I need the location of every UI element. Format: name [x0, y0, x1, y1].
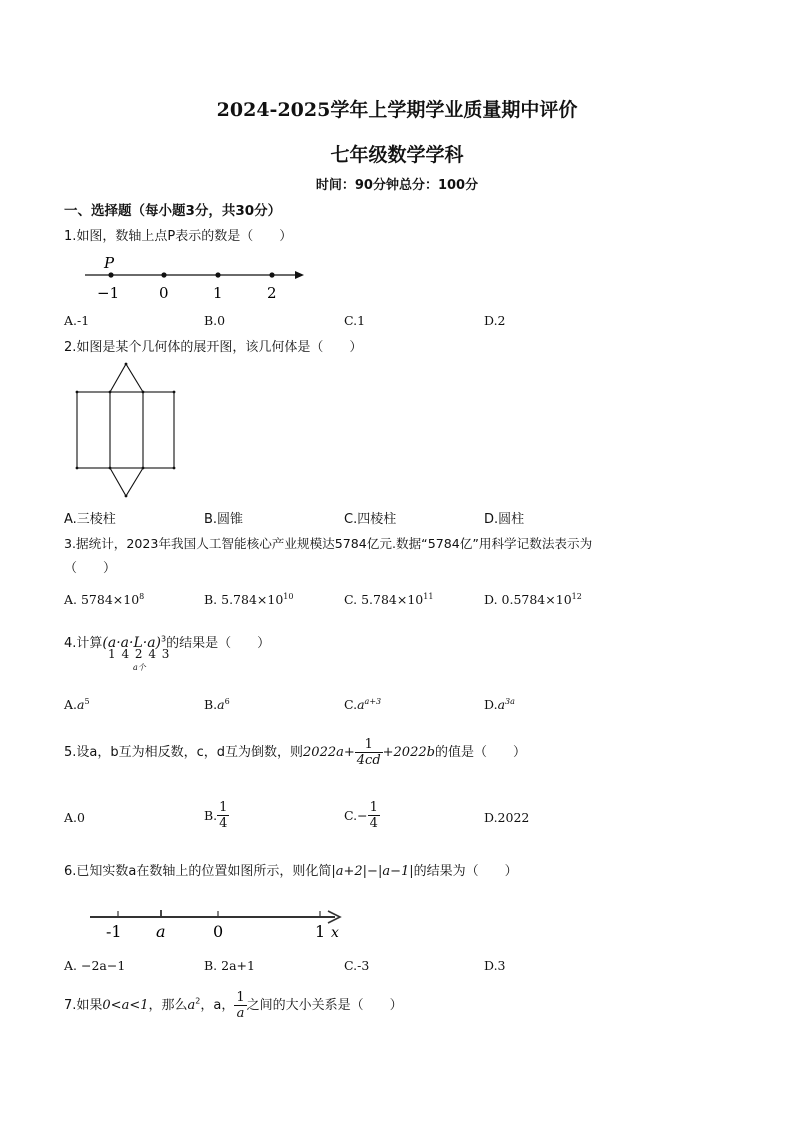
option-label: D. 0.5784×10 — [484, 592, 572, 608]
tick-label: 2 — [267, 284, 277, 302]
q3-option-a — [64, 592, 144, 607]
question-1-text: 1.如图，数轴上点P表示的数是（ ） — [64, 229, 293, 244]
q3-option-d — [484, 592, 582, 607]
q2-option-d: D.圆柱 — [484, 512, 525, 527]
option-exponent: 6 — [224, 697, 230, 706]
tick-dot — [108, 272, 113, 277]
q6-option-c: C.-3 — [344, 958, 370, 973]
q4-option-a — [64, 697, 90, 712]
option-label: A. 5784×10 — [64, 592, 140, 608]
question-2-text: 2.如图是某个几何体的展开图，该几何体是（ ） — [64, 340, 363, 355]
point-label: P — [104, 254, 115, 272]
q3-option-c — [344, 592, 433, 607]
q5-suffix: 的值是（ ） — [434, 745, 526, 760]
tick-label: -1 — [106, 922, 122, 941]
q5-option-d: D.2022 — [484, 810, 530, 825]
tick-label: 0 — [159, 284, 169, 302]
question-6-text — [64, 860, 518, 879]
fraction-numerator: 1 — [355, 737, 383, 753]
q2-option-b: B.圆锥 — [204, 512, 244, 527]
q6-option-a: A. −2a−1 — [64, 958, 126, 973]
q5-prefix: 5.设a，b互为相反数，c，d互为倒数，则 — [64, 745, 304, 760]
q6-expression: |a+2|−|a−1| — [331, 864, 414, 879]
q1-option-a: A.-1 — [64, 313, 90, 328]
q7-prefix: 7.如果 — [64, 998, 103, 1013]
q7-mid: ，那么 — [148, 998, 188, 1013]
fraction-denominator: a — [236, 1006, 245, 1021]
q6-suffix: 的结果为（ ） — [413, 864, 518, 879]
option-exponent: 8 — [139, 592, 145, 601]
exam-title: 2024-2025学年上学期学业质量期中评价 — [216, 99, 578, 121]
q5-expr-a: 2022a+ — [303, 745, 355, 760]
q6-prefix: 6.已知实数a在数轴上的位置如图所示，则化简 — [64, 864, 332, 879]
q5-option-b — [204, 800, 229, 831]
question-1-number-line — [80, 250, 310, 305]
question-5-text — [64, 737, 526, 768]
q2-option-a: A.三棱柱 — [64, 512, 116, 527]
tick-label: 1 — [315, 922, 326, 941]
q4-option-d — [484, 697, 515, 712]
tick-label: 1 — [213, 284, 223, 302]
q7-condition: 0<a<1 — [102, 998, 149, 1013]
q5-expr-b: +2022b — [382, 745, 435, 760]
q1-option-d: D.2 — [484, 313, 506, 328]
question-6-number-line — [85, 905, 355, 945]
q7-suffix: 之间的大小关系是（ ） — [246, 998, 403, 1013]
q4-suffix: 的结果是（ ） — [166, 636, 271, 651]
option-label: B. — [204, 697, 218, 713]
tick-label: 0 — [213, 922, 224, 941]
section-heading: 一、选择题（每小题3分，共30分） — [64, 203, 282, 219]
fraction-denominator: 4cd — [356, 753, 381, 768]
q6-option-b: B. 2a+1 — [204, 958, 255, 973]
tick-dot — [161, 272, 166, 277]
question-2-prism-net — [70, 358, 185, 503]
q4-prefix: 4.计算 — [64, 636, 103, 651]
option-label: C. 5.784×10 — [344, 592, 424, 608]
q4-expression: (a·a·L·a) — [102, 635, 162, 651]
q4-underbrace: 1 4 2 4 3 — [108, 647, 171, 661]
option-base: a — [357, 697, 365, 713]
option-label: B. 5.784×10 — [204, 592, 284, 608]
option-label: C. — [344, 697, 358, 713]
option-label: D. — [484, 697, 498, 713]
q5-option-a: A.0 — [64, 810, 85, 825]
q6-option-d: D.3 — [484, 958, 506, 973]
fraction-numerator: 1 — [369, 800, 378, 815]
tick-dot — [269, 272, 274, 277]
q2-option-c: C.四棱柱 — [344, 512, 397, 527]
exam-subject: 七年级数学学科 — [330, 144, 464, 166]
q3-option-b — [204, 592, 293, 607]
fraction-denominator: 4 — [369, 816, 378, 831]
tick-label: −1 — [97, 284, 120, 302]
option-label: A. — [64, 697, 78, 713]
q4-exponent: 3 — [161, 634, 167, 644]
q7-fraction — [234, 990, 246, 1021]
tick-label: a — [156, 922, 166, 941]
q7-a-squared: a — [187, 998, 196, 1013]
q4-option-c — [344, 697, 381, 712]
fraction-numerator: 1 — [219, 800, 228, 815]
q5-fraction — [355, 737, 383, 768]
option-exponent: 11 — [423, 592, 434, 601]
net-rectangles — [77, 392, 174, 468]
question-3-blank: （ ） — [64, 561, 117, 576]
option-exponent: 10 — [283, 592, 294, 601]
q1-option-c: C.1 — [344, 313, 366, 328]
axis-label: x — [331, 925, 339, 941]
q1-option-b: B.0 — [204, 313, 226, 328]
tick-dot — [215, 272, 220, 277]
option-label: C.− — [344, 808, 368, 823]
q7-mid2: ，a， — [200, 998, 235, 1013]
option-base: a — [217, 697, 225, 713]
net-bottom-triangle — [110, 468, 143, 496]
q4-option-b — [204, 697, 230, 712]
option-exponent: 12 — [571, 592, 582, 601]
exam-time-info: 时间：90分钟总分：100分 — [315, 178, 479, 193]
fraction-denominator: 4 — [219, 816, 228, 831]
question-7-text — [64, 990, 403, 1021]
option-base: a — [497, 697, 506, 713]
option-exponent: a+3 — [364, 697, 382, 706]
q7-exponent: 2 — [195, 996, 201, 1006]
option-label: B. — [204, 808, 218, 823]
q4-underbrace-label: a个 — [133, 663, 146, 672]
option-exponent: 3a — [505, 697, 515, 706]
option-exponent: 5 — [84, 697, 90, 706]
fraction-numerator: 1 — [236, 990, 245, 1005]
axis-arrow — [295, 271, 304, 279]
question-3-text: 3.据统计，2023年我国人工智能核心产业规模达5784亿元.数据“5784亿”用科学记数法表示为 — [64, 536, 593, 551]
option-base: a — [77, 697, 85, 713]
q5-option-c — [344, 800, 380, 831]
net-top-triangle — [110, 364, 143, 392]
